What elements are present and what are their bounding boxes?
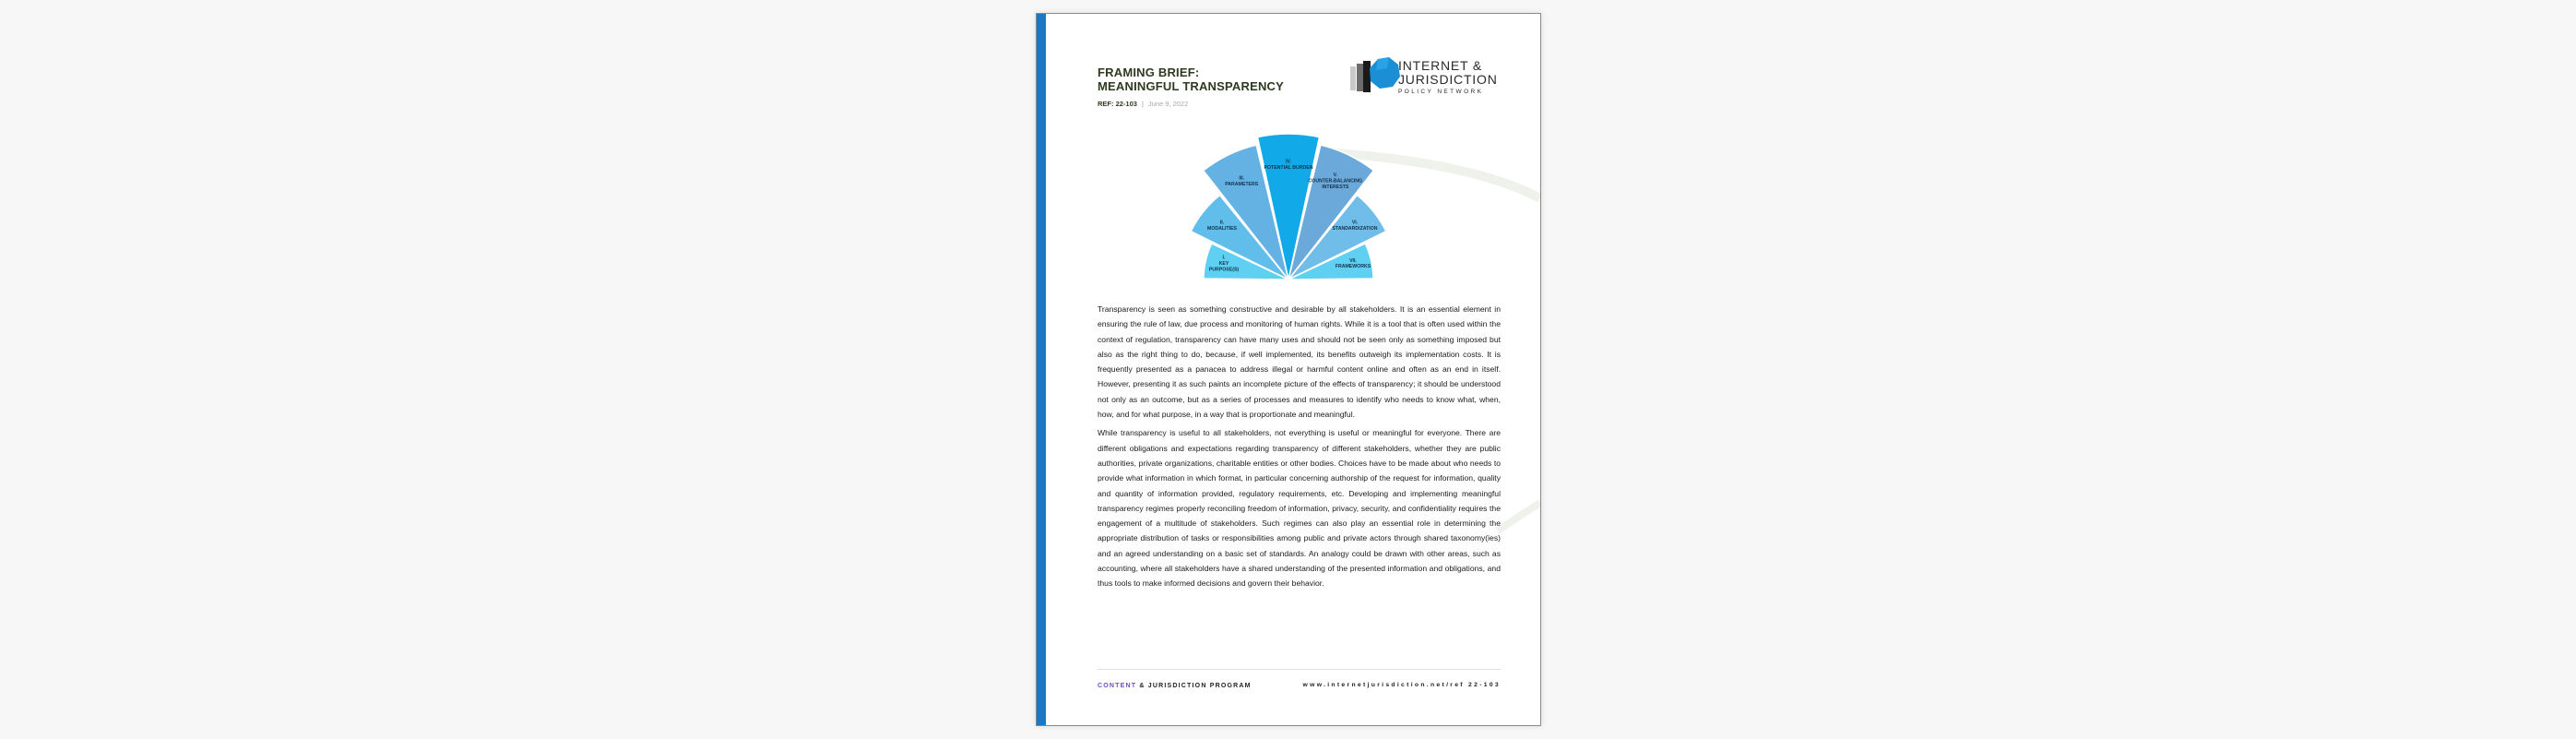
fan-segment-label-5: V. COUNTER-BALANCING INTERESTS	[1308, 173, 1363, 190]
fan-segment-label-7: VII. FRAMEWORKS	[1335, 257, 1371, 270]
footer-divider	[1098, 669, 1501, 670]
logo-line-3: POLICY NETWORK	[1398, 89, 1484, 95]
fan-segment-label-6: VI. STANDARDIZATION	[1332, 220, 1378, 232]
page-accent-bar	[1037, 14, 1046, 725]
footer-program-rest: & JURISDICTION PROGRAM	[1136, 683, 1252, 689]
reference-number: REF: 22-103	[1098, 100, 1137, 108]
logo-line-1: INTERNET &	[1398, 58, 1482, 73]
logo-line-2: JURISDICTION	[1398, 72, 1498, 87]
reference-line	[1098, 100, 1188, 108]
page-title	[1098, 66, 1284, 93]
footer-program	[1098, 683, 1252, 689]
footer-url: www.internetjurisdiction.net/ref 22-103	[1302, 682, 1501, 688]
body-paragraph-1: Transparency is seen as something constructive and desirable by all stakeholders. It is an essential element in ensuring the rule of law, due process and monitoring of human rights. While it is a tool that is often used within the context of regulation, transparency can have many uses and should not be seen only as something imposed but also as the right thing to do, because, if well implemented, its benefits outweigh its implementation costs. It is frequently presented as a panacea to address illegal or harmful content online and often as an end in itself. However, presenting it as such paints an incomplete picture of the effects of transparency; it should be understood not only as an outcome, but as a series of processes and measures to identify who needs to know what, when, how, and for what purpose, in a way that is proportionate and meaningful.	[1098, 304, 1501, 420]
fan-segment-label-2: II. MODALITIES	[1207, 220, 1237, 232]
fan-segment-label-4: IV. POTENTIAL BURDEN	[1264, 159, 1313, 171]
fan-segment-label-3: III. PARAMETERS	[1225, 175, 1259, 187]
reference-separator: |	[1141, 100, 1144, 108]
organization-logo-text	[1398, 59, 1498, 95]
document-page	[1036, 13, 1541, 726]
title-line-2: MEANINGFUL TRANSPARENCY	[1098, 79, 1285, 93]
body-paragraph-2: While transparency is useful to all stakeholders, not everything is useful or meaningful for everyone. There are different obligations and expectations regarding transparency of different stakeholders, whether they are public authorities, private organizations, charitable entities or other bodies. Choices have to be made about who needs to provide what information in which format, in particular concerning authorship of the request for information, quality and quantity of information provided, regulatory requirements, etc. Developing and implementing meaningful transparency regimes properly reconciling freedom of information, privacy, security, and confidentiality requires the engagement of a multitude of stakeholders. Such regimes can also play an essential role in determining the appropriate distribution of tasks or responsibilities among public and private actors through shared taxonomy(ies) and an agreed understanding on a basic set of standards. An analogy could be drawn with other areas, such as accounting, where all stakeholders have a shared understanding of the presented information and obligations, and thus tools to make informed decisions and govern their behavior.	[1098, 428, 1501, 589]
fan-segment-label-1: I. KEY PURPOSE(S)	[1208, 255, 1240, 273]
document-date: June 9, 2022	[1147, 100, 1189, 108]
transparency-elements-fan-diagram	[1141, 123, 1436, 294]
title-line-1: FRAMING BRIEF:	[1098, 66, 1200, 79]
footer-program-accent: CONTENT	[1098, 683, 1137, 689]
body-text	[1098, 302, 1501, 595]
